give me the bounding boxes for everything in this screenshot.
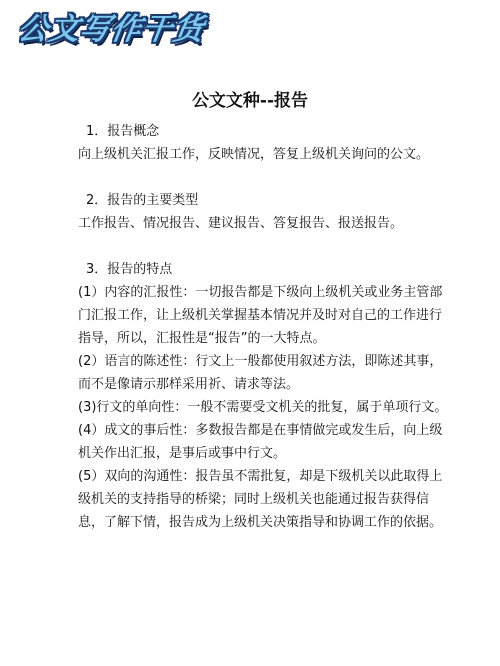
feature-item: (2）语言的陈述性：行文上一般都使用叙述方法，即陈述其事，而不是像请示那样采用祈、请求等法。 [78,354,443,392]
document-body [78,120,448,534]
feature-item: (4）成文的事后性：多数报告都是在事情做完或发生后，向上级机关作出汇报，是事后或事中行文。 [78,423,443,461]
section-paragraph: 向上级机关汇报工作，反映情况，答复上级机关询问的公文。 [78,147,430,162]
section-heading: 2．报告的主要类型 [86,193,199,208]
section-features [78,258,448,534]
document-title: 公文文种--报告 [191,91,309,111]
section-heading: 3．报告的特点 [86,262,173,277]
feature-item: (5）双向的沟通性：报告虽不需批复，却是下级机关以此取得上级机关的支持指导的桥梁；同时上级机关也能通过报告获得信息，了解下情，报告成为上级机关决策指导和协调工作的依据。 [78,469,443,530]
section-heading: 1．报告概念 [86,124,160,139]
banner-title: 公文写作干货 [15,12,207,47]
feature-item: (1）内容的汇报性：一切报告都是下级向上级机关或业务主管部门汇报工作，让上级机关掌握基本情况并及时对自己的工作进行指导，所以，汇报性是“报告”的一大特点。 [78,285,443,346]
section-concept [78,120,448,166]
feature-item: (3)行文的单向性：一般不需要受文机关的批复，属于单项行文。 [78,400,448,415]
section-paragraph: 工作报告、情况报告、建议报告、答复报告、报送报告。 [78,216,404,231]
section-types [78,189,448,235]
